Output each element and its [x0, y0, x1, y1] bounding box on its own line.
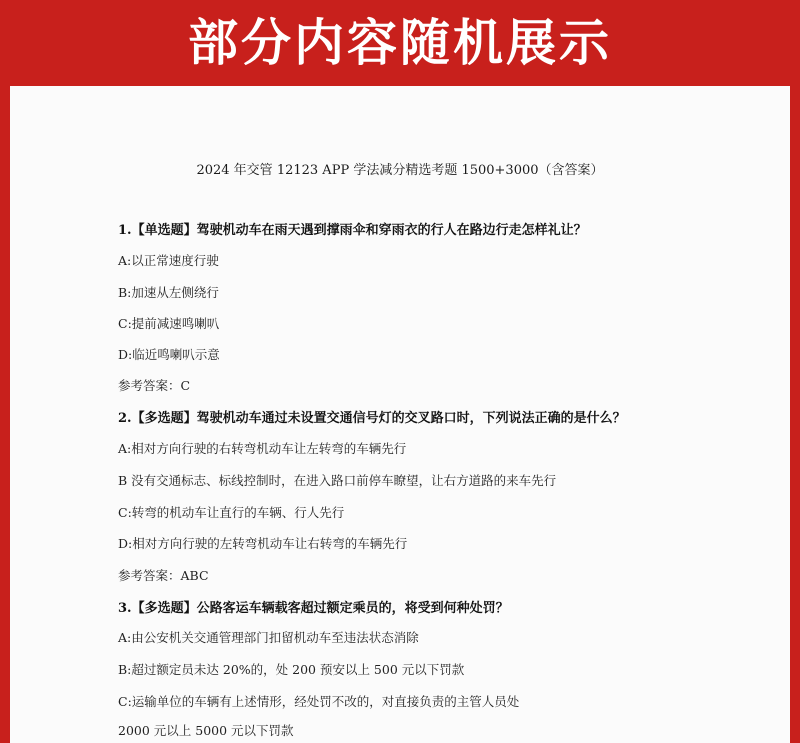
question-2-option-a: A:相对方向行驶的右转弯机动车让左转弯的车辆先行 — [118, 441, 407, 456]
question-2-option-b: B 没有交通标志、标线控制时，在进入路口前停车瞭望，让右方道路的来车先行 — [118, 473, 557, 488]
question-3-option-c-continued: 2000 元以上 5000 元以下罚款 — [118, 723, 294, 738]
question-1-option-c: C:提前减速鸣喇叭 — [118, 316, 220, 331]
question-2-answer: 参考答案：ABC — [118, 568, 209, 583]
question-1-option-d: D:临近鸣喇叭示意 — [118, 347, 220, 362]
question-1-answer: 参考答案：C — [118, 378, 191, 393]
question-1-option-b: B:加速从左侧绕行 — [118, 285, 219, 300]
question-2-stem: 2.【多选题】驾驶机动车通过未设置交通信号灯的交叉路口时，下列说法正确的是什么？ — [118, 411, 626, 426]
question-2-option-c: C:转弯的机动车让直行的车辆、行人先行 — [118, 505, 345, 520]
banner-title: 部分内容随机展示 — [188, 14, 612, 72]
document-title: 2024 年交管 12123 APP 学法减分精选考题 1500+3000（含答案） — [196, 163, 604, 178]
question-3-option-a: A:由公安机关交通管理部门扣留机动车至违法状态消除 — [118, 630, 419, 645]
question-3-stem: 3.【多选题】公路客运车辆载客超过额定乘员的，将受到何种处罚？ — [118, 601, 509, 616]
banner — [0, 0, 800, 86]
question-1-option-a: A:以正常速度行驶 — [118, 253, 219, 268]
question-1-stem: 1.【单选题】驾驶机动车在雨天遇到撑雨伞和穿雨衣的行人在路边行走怎样礼让？ — [118, 223, 587, 238]
question-3-option-b: B:超过额定员未达 20%的，处 200 预安以上 500 元以下罚款 — [118, 662, 465, 677]
document-page — [10, 86, 790, 743]
question-3-option-c: C:运输单位的车辆有上述情形，经处罚不改的，对直接负责的主管人员处 — [118, 694, 520, 709]
question-2-option-d: D:相对方向行驶的左转弯机动车让右转弯的车辆先行 — [118, 536, 408, 551]
